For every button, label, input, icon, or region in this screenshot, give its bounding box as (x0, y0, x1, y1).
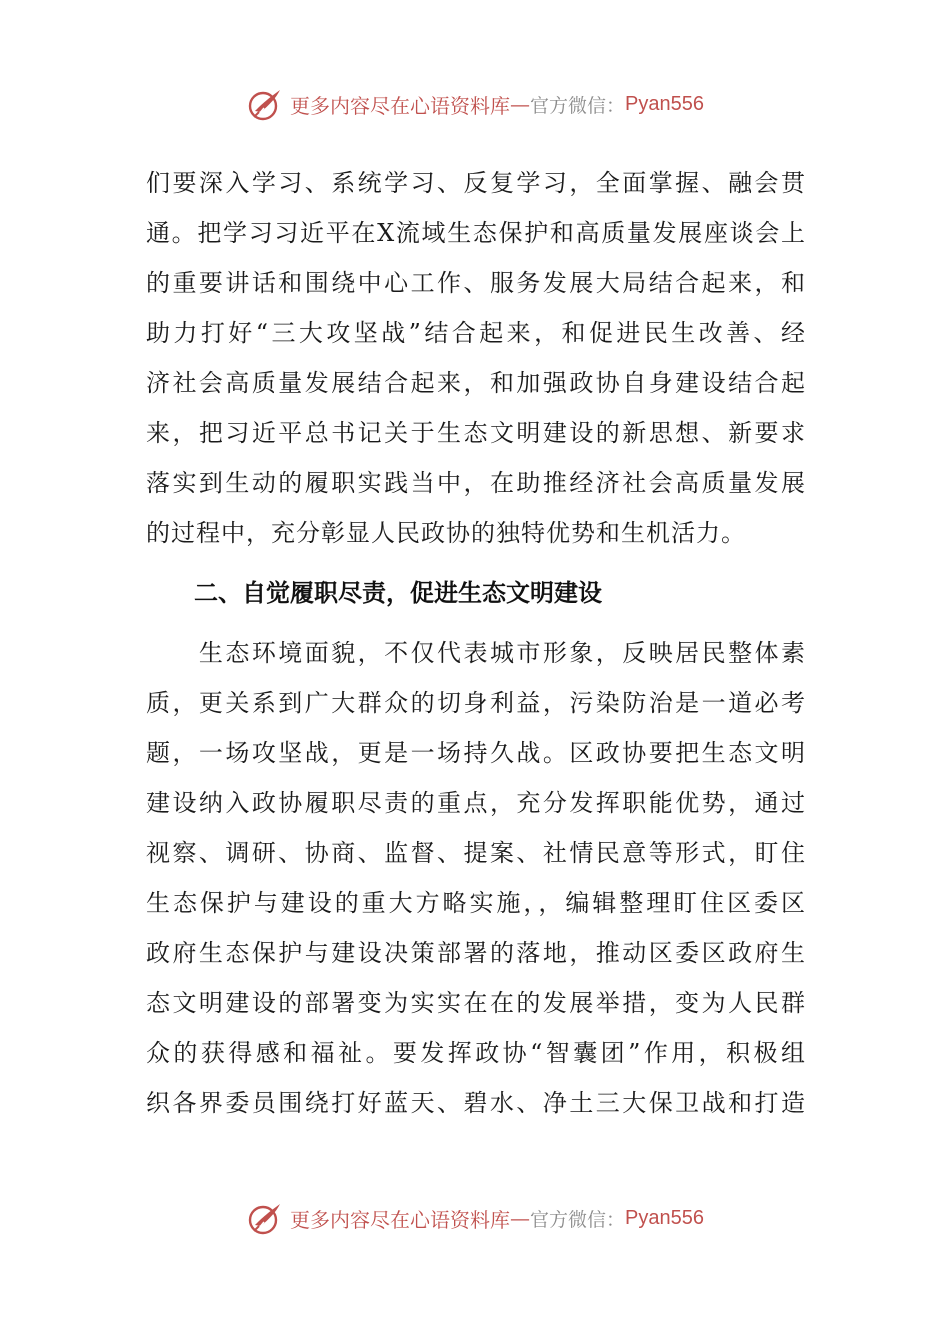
text-line: 来，把习近平总书记关于生态文明建设的新思想、新要求 (146, 419, 806, 447)
text-line: 政府生态保护与建设决策部署的落地，推动区委区政府生 (146, 939, 806, 967)
text-line: 的重要讲话和围绕中心工作、服务发展大局结合起来，和 (146, 269, 806, 297)
text-line: 的过程中，充分彰显人民政协的独特优势和生机活力。 (146, 519, 746, 547)
text-line: 生态保护与建设的重大方略实施，，编辑整理盯住区委区 (146, 889, 806, 917)
document-body (146, 158, 806, 1128)
banner-dash: — (510, 92, 530, 116)
paragraph-1 (146, 158, 806, 558)
header-banner (0, 82, 950, 126)
quill-logo-icon (246, 1198, 286, 1238)
text-line: 生态环境面貌，不仅代表城市形象，反映居民整体素 (146, 639, 806, 667)
text-line: 织各界委员围绕打好蓝天、碧水、净土三大保卫战和打造 (146, 1089, 806, 1117)
text-line: 众的获得感和福祉。要发挥政协“智囊团”作用，积极组 (146, 1039, 806, 1067)
text-line: 济社会高质量发展结合起来，和加强政协自身建设结合起 (146, 369, 806, 397)
text-line: 建设纳入政协履职尽责的重点，充分发挥职能优势，通过 (146, 789, 806, 817)
text-line: 质，更关系到广大群众的切身利益，污染防治是一道必考 (146, 689, 806, 717)
paragraph-2 (146, 628, 806, 1128)
section-heading: 二、自觉履职尽责，促进生态文明建设 (194, 579, 602, 607)
text-line: 视察、调研、协商、监督、提案、社情民意等形式，盯住 (146, 839, 806, 867)
text-line: 通。把学习习近平在X流域生态保护和高质量发展座谈会上 (146, 219, 806, 247)
banner-main-text: 更多内容尽在心语资料库 (290, 93, 510, 118)
text-line: 题，一场攻坚战，更是一场持久战。区政协要把生态文明 (146, 739, 806, 767)
banner-wechat-label: 官方微信： (530, 94, 626, 117)
text-line: 助力打好“三大攻坚战”结合起来，和促进民生改善、经 (146, 319, 806, 347)
text-line: 落实到生动的履职实践当中，在助推经济社会高质量发展 (146, 469, 806, 497)
banner-wechat-label: 官方微信： (530, 1208, 626, 1231)
banner-main-text: 更多内容尽在心语资料库 (290, 1207, 510, 1232)
text-line: 们要深入学习、系统学习、反复学习，全面掌握、融会贯 (146, 169, 806, 197)
banner-wechat-id: Pyan556 (625, 1206, 704, 1229)
quill-logo-icon (246, 84, 286, 124)
text-line: 态文明建设的部署变为实实在在的发展举措，变为人民群 (146, 989, 806, 1017)
footer-banner (0, 1196, 950, 1240)
banner-wechat-id: Pyan556 (625, 92, 704, 115)
banner-dash: — (510, 1206, 530, 1230)
